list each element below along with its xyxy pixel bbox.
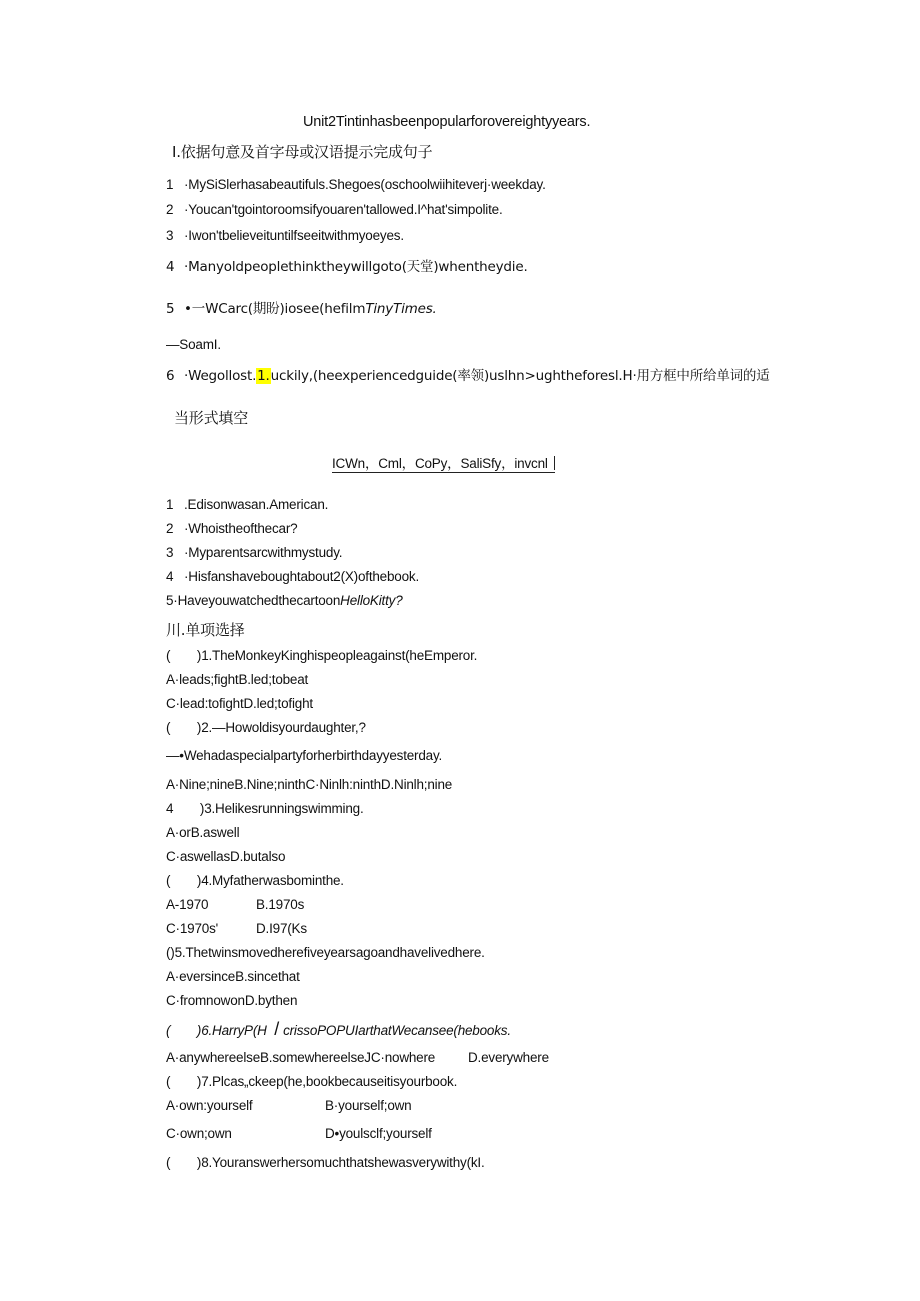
item-number: 1 — [166, 497, 174, 512]
s1-reply: —SoamI. — [166, 337, 221, 352]
s1-item-5 — [166, 300, 437, 318]
q1-options-ab: A·leads;fightB.led;tobeat — [166, 672, 309, 687]
section-1-heading: I.依据句意及首字母或汉语提示完成句子 — [172, 143, 433, 161]
section-3-heading: 川.单项选择 — [166, 621, 245, 639]
q6-option-d: D.everywhere — [468, 1050, 549, 1065]
q7-stem: ( )7.Plcas„ckeep(he,bookbecauseitisyourbook. — [166, 1074, 458, 1089]
item-number: 5 — [166, 301, 175, 317]
q6-slash: / — [274, 1019, 280, 1039]
s2-item-3 — [166, 544, 342, 562]
item-text: .Edisonwasan.American. — [184, 497, 329, 512]
q2-stem: ( )2.—Howoldisyourdaughter,? — [166, 720, 366, 735]
item-text-cont: uckily,(heexperiencedguide(率领)uslhn>ughtheforesl.H·用方框中所给单词的适 — [270, 368, 770, 384]
q2-reply: —•Wehadaspecialpartyforherbirthdayyesterday. — [166, 748, 443, 763]
item-number: 1 — [166, 177, 174, 192]
q4-option-c: C·1970s' — [166, 921, 219, 936]
cartoon-title: HelloKitty? — [340, 593, 403, 608]
s2-item-5 — [166, 592, 403, 610]
q6-stem — [166, 1020, 511, 1040]
highlighted-mark: 1. — [257, 368, 270, 384]
q2-options: A·Nine;nineB.Nine;ninthC·Ninlh:ninthD.Ninlh;nine — [166, 777, 453, 792]
q1-options-cd: C·lead:tofightD.led;tofight — [166, 696, 313, 711]
item-text: ·Myparentsarcwithmystudy. — [184, 545, 343, 560]
page-title: Unit2Tintinhasbeenpopularforovereightyyears. — [303, 114, 591, 130]
item-text: 5·Haveyouwatchedthecartoon — [166, 593, 341, 608]
box-edge — [554, 456, 555, 470]
s1-item-4 — [166, 258, 528, 276]
q3-options-ab: A·orB.aswell — [166, 825, 240, 840]
q7-option-b: B·yourself;own — [325, 1098, 412, 1113]
s2-item-1 — [166, 496, 328, 514]
item-number: 4 — [166, 569, 174, 584]
item-text: •一WCarc(期盼)iosee(hefilm — [184, 301, 366, 317]
item-number: 6 — [166, 368, 175, 384]
q5-options-ab: A·eversinceB.sincethat — [166, 969, 300, 984]
s1-item-6 — [166, 367, 770, 385]
s2-item-4 — [166, 568, 419, 586]
item-text: ·Whoistheofthecar? — [184, 521, 298, 536]
item-number: 2 — [166, 521, 174, 536]
item-text: ·Hisfanshaveboughtabout2(X)ofthebook. — [184, 569, 420, 584]
s2-item-2 — [166, 520, 297, 538]
q6-stem-end: crissoPOPUIarthatWecansee(hebooks. — [283, 1023, 511, 1038]
word-box — [332, 455, 555, 473]
s1-item-2 — [166, 201, 503, 219]
item-text: ·Manyoldpeoplethinktheywillgoto(天堂)whentheydie. — [184, 259, 528, 275]
item-number: 4 — [166, 259, 175, 275]
word-list: ICWn，Cml，CoPy，SaliSfy，invcnl — [332, 456, 548, 471]
q1-stem: ( )1.TheMonkeyKinghispeopleagainst(heEmperor. — [166, 648, 478, 663]
word-box-text — [332, 456, 555, 473]
item-number: 3 — [166, 545, 174, 560]
q5-options-cd: C·fromnowonD.bythen — [166, 993, 298, 1008]
q8-stem: ( )8.Youranswerhersomuchthatshewasverywithy(kI. — [166, 1155, 485, 1170]
q4-option-a: A-1970 — [166, 897, 209, 912]
item-number: 3 — [166, 228, 174, 243]
item-text: ·Wegollost. — [184, 368, 257, 384]
q3-options-cd: C·aswellasD.butalso — [166, 849, 286, 864]
q5-stem: ()5.Thetwinsmovedherefiveyearsagoandhavelivedhere. — [166, 945, 485, 960]
film-title: TinyTimes. — [365, 301, 437, 317]
q7-option-d: D•youlsclf;yourself — [325, 1126, 432, 1141]
s1-item-1 — [166, 176, 546, 194]
s1-item-3 — [166, 227, 404, 245]
q6-stem-start: ( )6.HarryP(H — [166, 1023, 267, 1038]
q4-option-d: D.I97(Ks — [256, 921, 307, 936]
q3-stem: 4 )3.Helikesrunningswimming. — [166, 801, 364, 816]
item-text: ·Youcan'tgointoroomsifyouaren'tallowed.I^hat'simpolite. — [184, 202, 503, 217]
q4-option-b: B.1970s — [256, 897, 305, 912]
q6-options-abc: A·anywhereelseB.somewhereelseJC·nowhere — [166, 1050, 436, 1065]
item-number: 2 — [166, 202, 174, 217]
item-text: ·MySiSlerhasabeautifuls.Shegoes(oschoolwiihiteverj·weekday. — [184, 177, 546, 192]
q7-option-a: A·own:yourself — [166, 1098, 253, 1113]
q7-option-c: C·own;own — [166, 1126, 232, 1141]
item-text: ·Iwon'tbelieveituntilfseeitwithmyoeyes. — [184, 228, 404, 243]
q4-stem: ( )4.Myfatherwasbominthe. — [166, 873, 344, 888]
section-1-continuation: 当形式填空 — [174, 409, 249, 427]
